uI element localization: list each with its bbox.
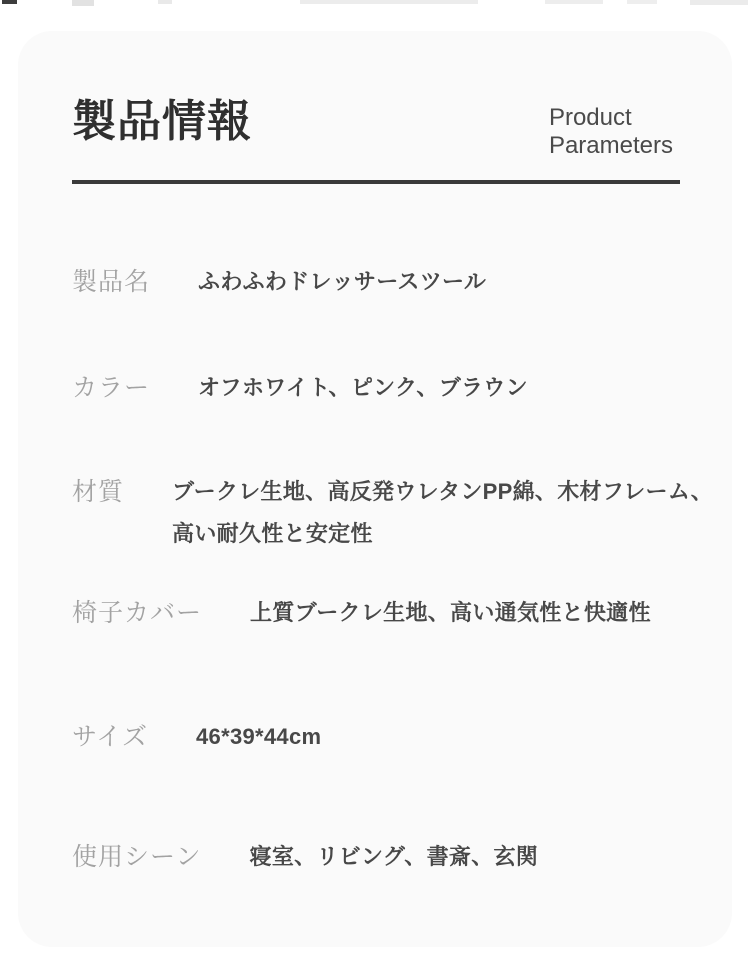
spec-value: オフホワイト、ピンク、ブラウン <box>198 375 528 400</box>
cropped-content-fragment <box>300 0 478 4</box>
spec-row-material <box>72 471 722 555</box>
spec-list <box>72 261 722 878</box>
cropped-content-fragment <box>627 0 657 4</box>
spec-value: ふわふわドレッサースツール <box>198 269 487 294</box>
page-title: 製品情報 <box>72 97 252 146</box>
cropped-content-fragment <box>2 0 17 4</box>
title-divider <box>72 180 680 184</box>
subtitle-line-2: Parameters <box>548 132 673 159</box>
product-info-card <box>18 31 732 947</box>
spec-value: 上質ブークレ生地、高い通気性と快適性 <box>250 600 651 625</box>
card-content <box>18 31 732 878</box>
spec-row-color <box>72 367 722 409</box>
spec-label: 使用シーン <box>72 843 202 871</box>
section-header <box>72 97 722 160</box>
spec-row-chair-cover <box>72 592 722 634</box>
spec-label: サイズ <box>72 723 149 751</box>
subtitle <box>549 104 673 160</box>
spec-value: 46*39*44cm <box>196 724 322 749</box>
cropped-content-fragment <box>158 0 172 4</box>
spec-value: 寝室、リビング、書斎、玄関 <box>249 844 539 869</box>
spec-label: 製品名 <box>72 268 151 296</box>
spec-value <box>172 471 713 555</box>
cropped-content-fragment <box>690 0 748 5</box>
spec-row-product-name <box>72 261 722 303</box>
spec-row-usage-scene <box>72 836 722 878</box>
subtitle-line-1: Product <box>548 104 632 131</box>
spec-label: 材質 <box>72 478 125 506</box>
spec-label: 椅子カバー <box>72 599 203 627</box>
spec-value-line-2: 高い耐久性と安定性 <box>172 521 373 546</box>
spec-label: カラー <box>72 374 151 402</box>
spec-row-size <box>72 716 722 758</box>
spec-value-line-1: ブークレ生地、高反発ウレタンPP綿、木材フレーム、 <box>172 479 714 504</box>
cropped-content-fragment <box>72 0 94 6</box>
cropped-content-fragment <box>545 0 603 4</box>
